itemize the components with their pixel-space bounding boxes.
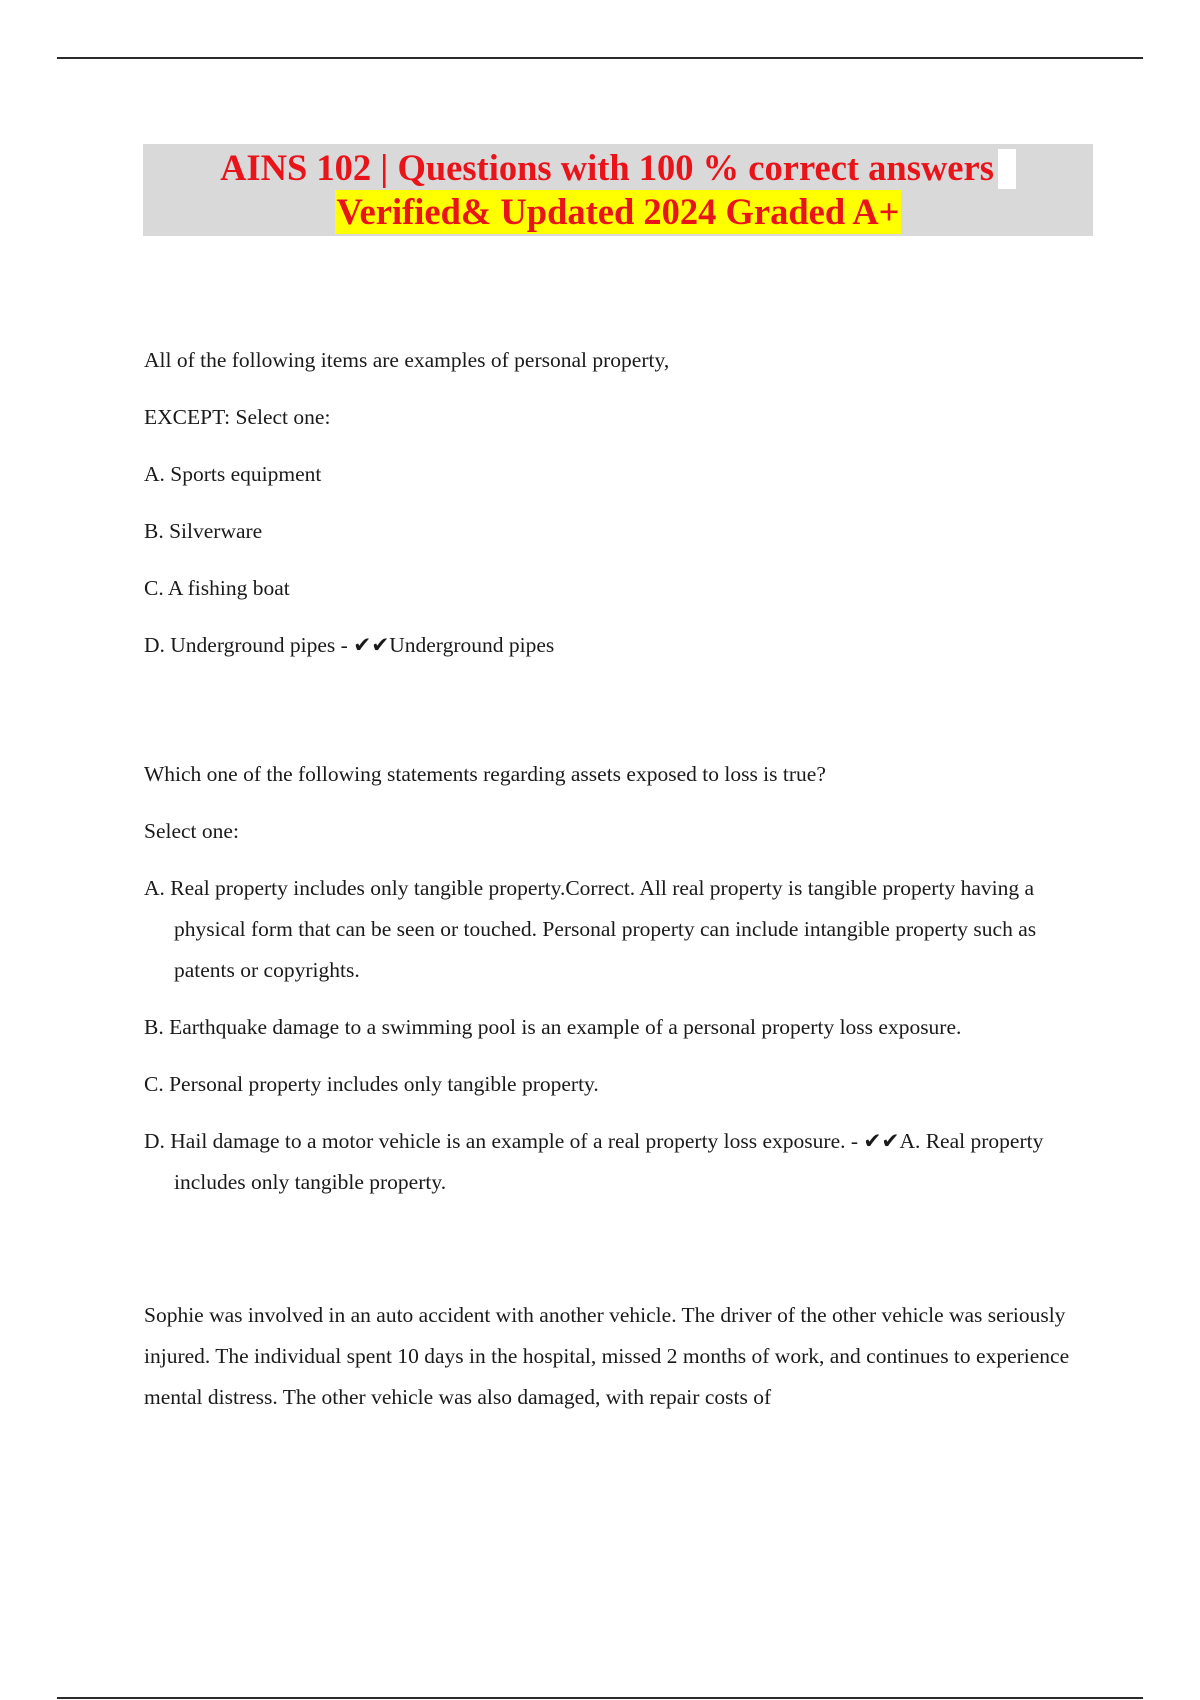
question-1-stem-line-1: All of the following items are examples of personal property, [144,348,670,372]
question-1-option-b: B. Silverware [144,519,263,543]
question-1-stem-line-2: EXCEPT: Select one: [144,405,331,429]
question-1-option-c: C. A fishing boat [144,576,290,600]
question-1 [144,340,1084,666]
question-2-option-c: C. Personal property includes only tangible property. [144,1072,599,1096]
question-2-stem-line-1: Which one of the following statements regarding assets exposed to loss is true? [144,762,826,786]
question-2 [144,754,1084,1203]
question-3-stem: Sophie was involved in an auto accident with another vehicle. The driver of the other vehicle was seriously injured. The individual spent 10 days in the hospital, missed 2 months of work, and continues to experience mental distress. The other vehicle was also damaged, with repair costs of [144,1303,1070,1409]
question-2-option-a: A. Real property includes only tangible property.Correct. All real property is tangible property having a physical form that can be seen or touched. Personal property can include intangible property such as patents or copyrights. [144,876,1037,982]
title-line-1-text: AINS 102 | Questions with 100 % correct answers [220,147,994,188]
spacer [144,1219,1084,1295]
spacer [144,682,1084,754]
document-title [143,144,1093,236]
question-2-option-b: B. Earthquake damage to a swimming pool is an example of a personal property loss exposure. [144,1015,962,1039]
question-3 [144,1295,1084,1418]
question-2-stem-line-2: Select one: [144,819,239,843]
title-line-1 [143,146,1093,190]
bottom-rule [57,1697,1143,1699]
title-line-2: Verified& Updated 2024 Graded A+ [336,191,900,232]
question-2-option-d-answer: D. Hail damage to a motor vehicle is an example of a real property loss exposure. - ✔✔A. Real property includes only tangible property. [144,1129,1044,1194]
document-body [144,340,1084,1418]
question-1-option-d-answer: D. Underground pipes - ✔✔Underground pipes [144,633,555,657]
title-marker-box [998,149,1016,189]
top-rule [57,57,1143,59]
question-1-option-a: A. Sports equipment [144,462,322,486]
